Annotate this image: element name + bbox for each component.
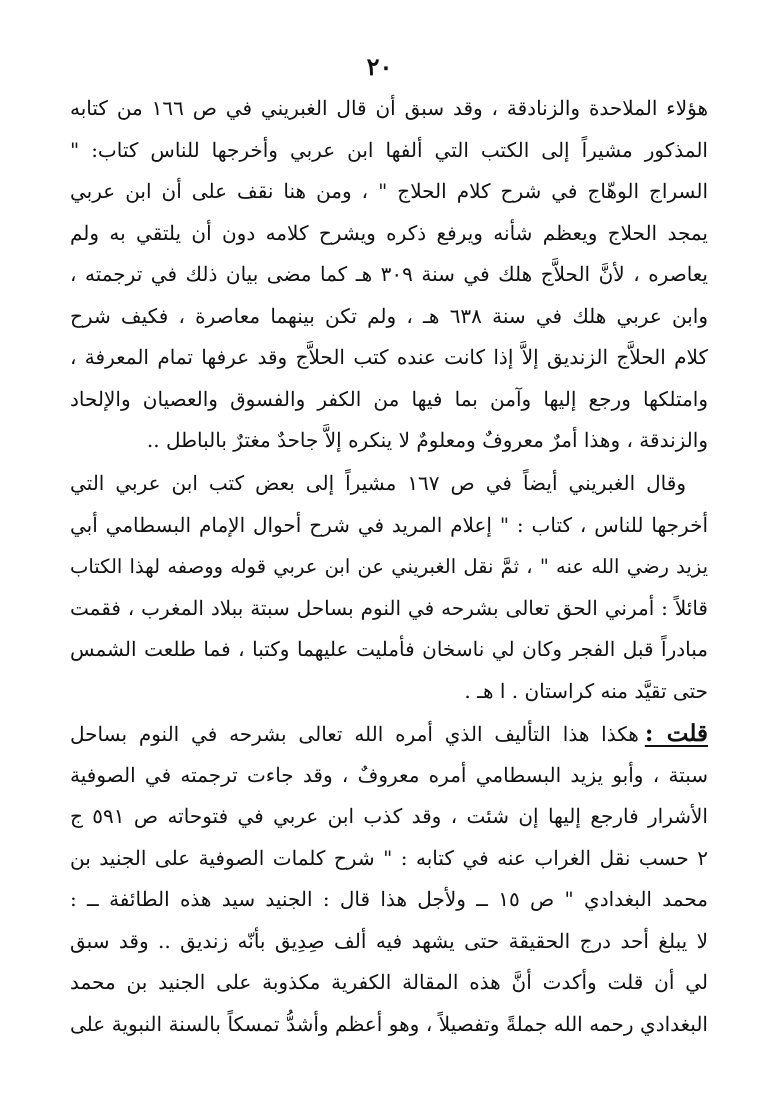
text-line: وقال الغبريني أيضاً في ص ١٦٧ مشيراً إلى بعض كتب ابن عربي التي	[70, 471, 686, 495]
text-line: سبتة ، وأبو يزيد البسطامي أمره معروفٌ ، وقد جاءت ترجمته في الصوفية	[70, 762, 708, 787]
text-line: هؤلاء الملاحدة والزنادقة ، وقد سبق أن قال الغبريني في ص ١٦٦ من كتابه	[70, 96, 708, 120]
lead-word: قلت :	[644, 720, 708, 747]
text-line: ٢ حسب نقل الغراب عنه في كتابه : " شرح كلمات الصوفية على الجنيد بن	[70, 845, 708, 870]
text-line: مبادراً قبل الفجر وكان لي ناسخان فأمليت عليهما وكتبا ، فما طلعت الشمس	[70, 637, 708, 661]
page-number: ٢٠	[366, 52, 393, 81]
text-line: وامتلكها ورجع إليها وآمن بما فيها من الكفر والفسوق والعصيان والإلحاد	[70, 386, 708, 411]
text-line: السراج الوهّاج في شرح كلام الحلاج " ، ومن هنا نقف على أن ابن عربي	[70, 179, 708, 203]
text-line: المذكور مشيراً إلى الكتب التي ألفها ابن عربي وأخرجها للناس كتاب: "	[70, 137, 708, 162]
text-line: يمجد الحلاج ويعظم شأنه ويرفع ذكره ويشرح كلامه دون أن يلتقي به ولم	[70, 220, 708, 245]
text-line: كلام الحلاَّج الزنديق إلاَّ إذا كانت عنده كتب الحلاَّج وقد عرفها تمام المعرفة ،	[70, 345, 708, 369]
text-line: الأشرار فارجع إليها إن شئت ، وقد كذب ابن عربي في فتوحاته ص ٥٩١ ج	[70, 804, 708, 828]
text-line: لا يبلغ أحد درج الحقيقة حتى يشهد فيه ألف صِدِيق بأنّه زنديق .. وقد سبق	[70, 928, 708, 953]
text-line: محمد البغدادي " ص ١٥ ــ ولأجل هذا قال : الجنيد سيد هذه الطائفة ــ :	[70, 887, 708, 911]
text-line: قائلاً : أمرني الحق تعالى بشرحه في النوم بساحل سبتة ببلاد المغرب ، فقمت	[70, 595, 708, 620]
text-line: أخرجها للناس ، كتاب : " إعلام المريد في شرح أحوال الإمام البسطامي أبي	[70, 512, 708, 537]
text-line: لي أن قلت وأكدت أنَّ هذه المقالة الكفرية مكذوبة على الجنيد بن محمد	[70, 970, 708, 994]
text-line: يزيد رضي الله عنه " ، ثمَّ نقل الغبريني عن ابن عربي قوله ووصفه لهذا الكتاب	[70, 555, 708, 578]
text-line: البغدادي رحمه الله جملةً وتفصيلاً ، وهو أعظم وأشدُّ تمسكاً بالسنة النبوية على	[70, 1011, 708, 1036]
paragraph-2	[70, 463, 708, 712]
text-line: حتى تقيَّد منه كراستان . ا هـ .	[464, 678, 708, 703]
paragraph-1	[70, 88, 708, 462]
paragraph-3	[70, 713, 708, 1045]
text-line-content: هكذا هذا التأليف الذي أمره الله تعالى بشرحه في النوم بساحل	[70, 722, 639, 746]
text-line: يعاصره ، لأنَّ الحلاَّج هلك في سنة ٣٠٩ هـ كما مضى بيان ذلك في ترجمته ،	[70, 262, 708, 286]
text-line-with-lead	[70, 713, 708, 755]
text-line: والزندقة ، وهذا أمرٌ معروفٌ ومعلومٌ لا ينكره إلاَّ جاحدٌ مغترٌ بالباطل ..	[146, 428, 708, 452]
text-line: وابن عربي هلك في سنة ٦٣٨ هـ ، ولم تكن بينهما معاصرة ، فكيف شرح	[70, 303, 708, 328]
